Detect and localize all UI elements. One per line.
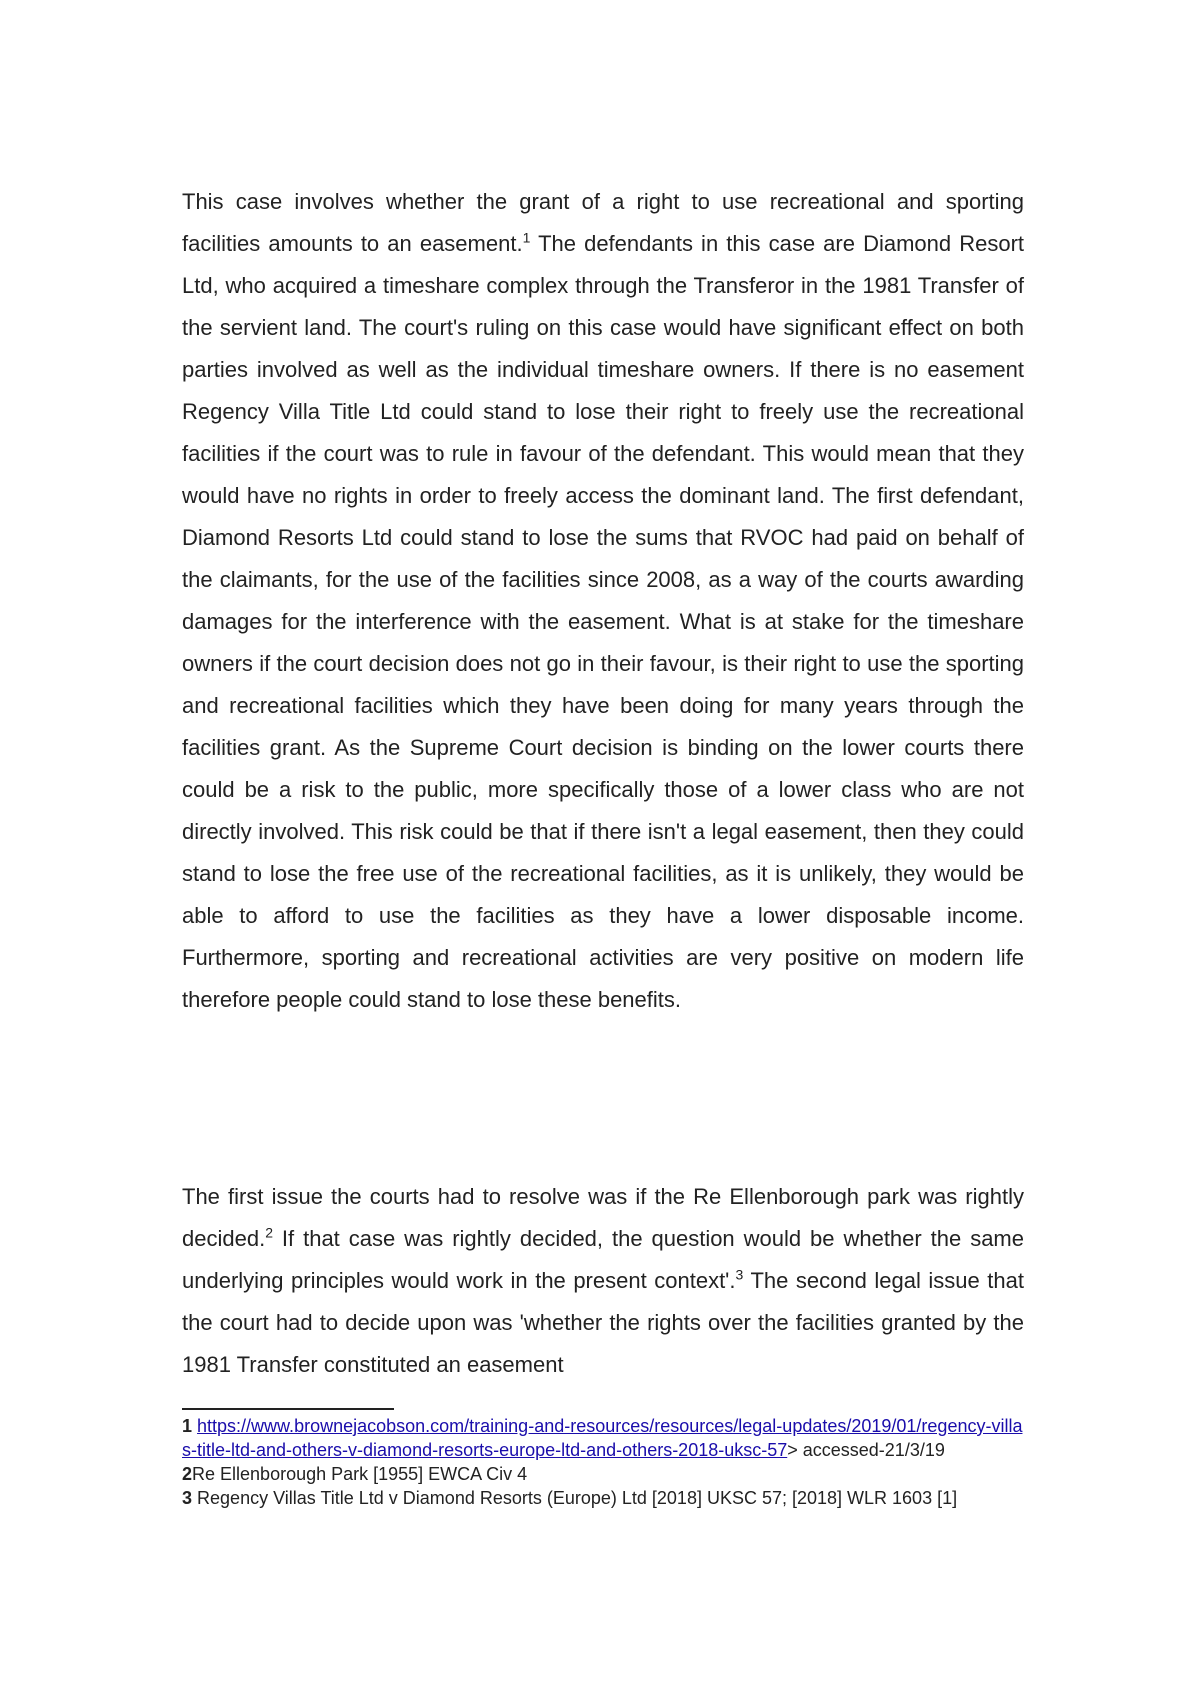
paragraph-text: The second legal issue that the court had to decide upon was 'whether the rights over the facilities granted by the 1981 Transfer constituted an easement [182,1268,1024,1377]
footnote-link[interactable]: https://www.brownejacobson.com/training-and-resources/resources/legal-updates/2019/01/regency-villas-title-ltd-and-others-v-diamond-resorts-europe-ltd-and-others-2018-uksc-57 [182,1416,1023,1460]
footnotes [182,1414,1024,1510]
body-paragraph-2 [182,1176,1024,1386]
footnote-text: Regency Villas Title Ltd v Diamond Resorts (Europe) Ltd [2018] UKSC 57; [2018] WLR 1603 [1] [197,1488,958,1508]
footnote-number: 3 [182,1488,193,1508]
footnote-1 [182,1414,1024,1462]
footnote-2 [182,1462,1024,1486]
footnote-separator [182,1408,394,1410]
paragraph-text: If that case was rightly decided, the question would be whether the same underlying principles would work in the present context'. [182,1226,1024,1293]
footnote-accessed-text: > accessed-21/3/19 [787,1440,945,1460]
footnote-reference-2[interactable]: 2 [265,1224,273,1241]
footnote-text: Re Ellenborough Park [1955] EWCA Civ 4 [192,1464,528,1484]
footnote-3 [182,1486,1024,1510]
paragraph-text: This case involves whether the grant of a right to use recreational and sporting facilities amounts to an easement. [182,189,1024,256]
footnote-reference-3[interactable]: 3 [735,1266,744,1283]
paragraph-text: The first issue the courts had to resolve was if the Re Ellenborough park was rightly decided. [182,1184,1024,1251]
paragraph-text: The defendants in this case are Diamond Resort Ltd, who acquired a timeshare complex through the Transferor in the 1981 Transfer of the servient land. The court's ruling on this case would have significant effect on both parties involved as well as the individual timeshare owners. If there is no easement Regency Villa Title Ltd could stand to lose their right to freely use the recreational facilities if the court was to rule in favour of the defendant. This would mean that they would have no rights in order to freely access the dominant land. The first defendant, Diamond Resorts Ltd could stand to lose the sums that RVOC had paid on behalf of the claimants, for the use of the facilities since 2008, as a way of the courts awarding damages for the interference with the easement. What is at stake for the timeshare owners if the court decision does not go in their favour, is their right to use the sporting and recreational facilities which they have been doing for many years through the facilities grant. As the Supreme Court decision is binding on the lower courts there could be a risk to the public, more specifically those of a lower class who are not directly involved. This risk could be that if there isn't a legal easement, then they could stand to lose the free use of the recreational facilities, as it is unlikely, they would be able to afford to use the facilities as they have a lower disposable income. Furthermore, sporting and recreational activities are very positive on modern life therefore people could stand to lose these benefits. [182,231,1025,1012]
body-paragraph-1 [182,181,1024,1021]
footnote-number: 2 [182,1464,193,1484]
footnote-number: 1 [182,1416,193,1436]
footnote-reference-1[interactable]: 1 [522,229,531,246]
